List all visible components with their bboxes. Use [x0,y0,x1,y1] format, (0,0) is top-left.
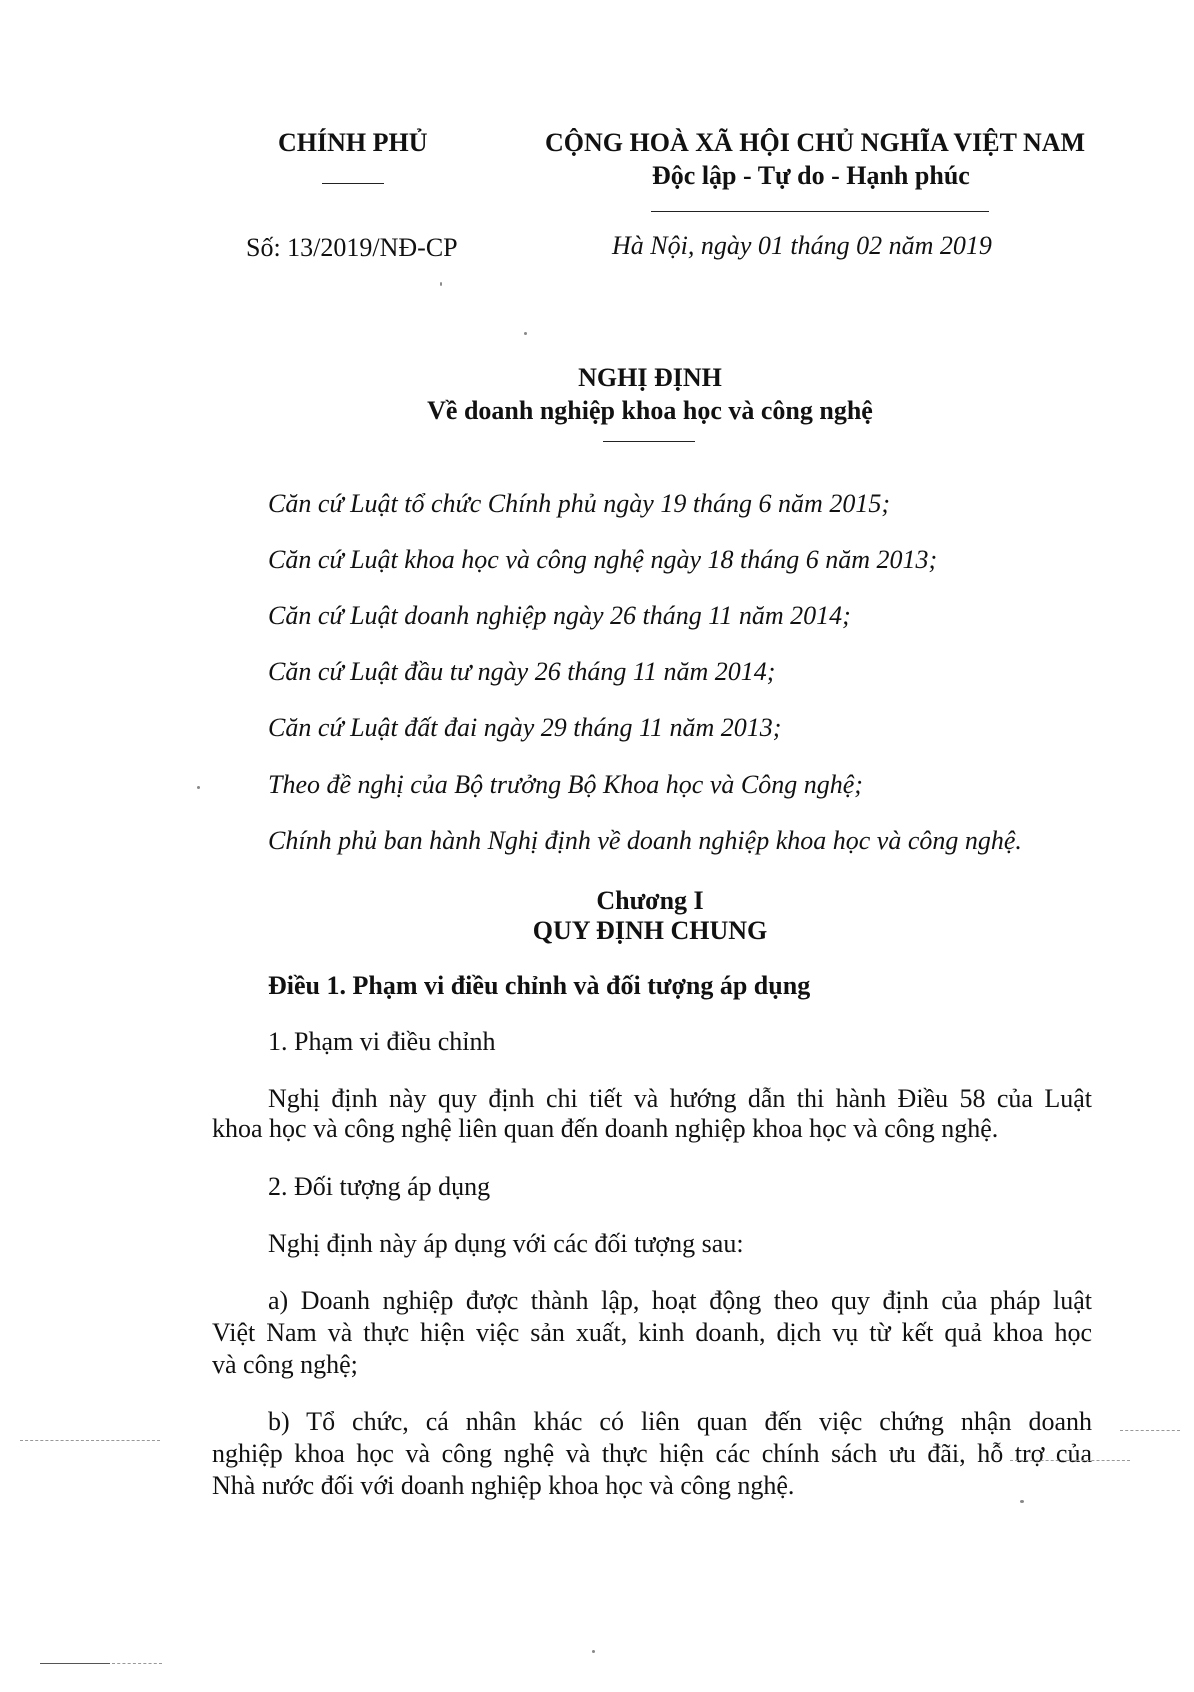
chapter-number: Chương I [596,886,704,915]
issuer-underline [322,183,384,184]
preamble-line: Căn cứ Luật doanh nghiệp ngày 26 tháng 11 năm 2014; [268,601,851,630]
document-number: Số: 13/2019/NĐ-CP [246,233,458,262]
nation-motto: Độc lập - Tự do - Hạnh phúc [652,161,970,190]
scan-speck [1020,1500,1024,1503]
scan-artifact [40,1663,110,1664]
article-heading: Điều 1. Phạm vi điều chỉnh và đối tượng áp dụng [268,971,811,1000]
motto-underline [651,211,989,212]
chapter-name: QUY ĐỊNH CHUNG [532,916,768,945]
preamble-line: Căn cứ Luật khoa học và công nghệ ngày 18 tháng 6 năm 2013; [268,545,938,574]
preamble-line: Căn cứ Luật đất đai ngày 29 tháng 11 năm 2013; [268,713,782,742]
scan-speck [592,1650,595,1653]
preamble-line: Chính phủ ban hành Nghị định về doanh nghiệp khoa học và công nghệ. [268,826,1022,855]
point-a-line: và công nghệ; [212,1350,358,1379]
clause-title: 1. Phạm vi điều chỉnh [268,1027,496,1056]
point-b-line: b) Tổ chức, cá nhân khác có liên quan đến việc chứng nhận doanh [268,1407,1092,1436]
clause-text-line: Nghị định này quy định chi tiết và hướng dẫn thi hành Điều 58 của Luật [268,1084,1092,1113]
scan-artifact [1010,1460,1130,1461]
point-b-line: Nhà nước đối với doanh nghiệp khoa học và công nghệ. [212,1471,795,1500]
place-date: Hà Nội, ngày 01 tháng 02 năm 2019 [612,231,992,260]
nation-title: CỘNG HOÀ XÃ HỘI CHỦ NGHĨA VIỆT NAM [545,128,1086,157]
clause-text-line: khoa học và công nghệ liên quan đến doanh nghiệp khoa học và công nghệ. [212,1114,999,1143]
document-subject: Về doanh nghiệp khoa học và công nghệ [427,396,873,425]
clause-title: 2. Đối tượng áp dụng [268,1172,491,1201]
preamble-line: Căn cứ Luật tổ chức Chính phủ ngày 19 tháng 6 năm 2015; [268,489,890,518]
preamble-line: Căn cứ Luật đầu tư ngày 26 tháng 11 năm 2014; [268,657,776,686]
point-a-line: Việt Nam và thực hiện việc sản xuất, kinh doanh, dịch vụ từ kết quả khoa học [212,1318,1092,1347]
scan-artifact [20,1440,160,1441]
scan-speck [440,282,442,286]
clause-intro: Nghị định này áp dụng với các đối tượng sau: [268,1229,744,1258]
scan-artifact [1120,1430,1180,1431]
title-underline [603,441,695,442]
point-a-line: a) Doanh nghiệp được thành lập, hoạt động theo quy định của pháp luật [268,1286,1092,1315]
scan-speck [197,786,200,789]
scan-speck [524,332,527,335]
document-kind: NGHỊ ĐỊNH [578,363,722,392]
scan-artifact [112,1663,162,1664]
preamble-line: Theo đề nghị của Bộ trưởng Bộ Khoa học và Công nghệ; [268,770,863,799]
point-b-line: nghiệp khoa học và công nghệ và thực hiện các chính sách ưu đãi, hỗ trợ của [212,1439,1092,1468]
issuer-title: CHÍNH PHỦ [278,128,428,157]
